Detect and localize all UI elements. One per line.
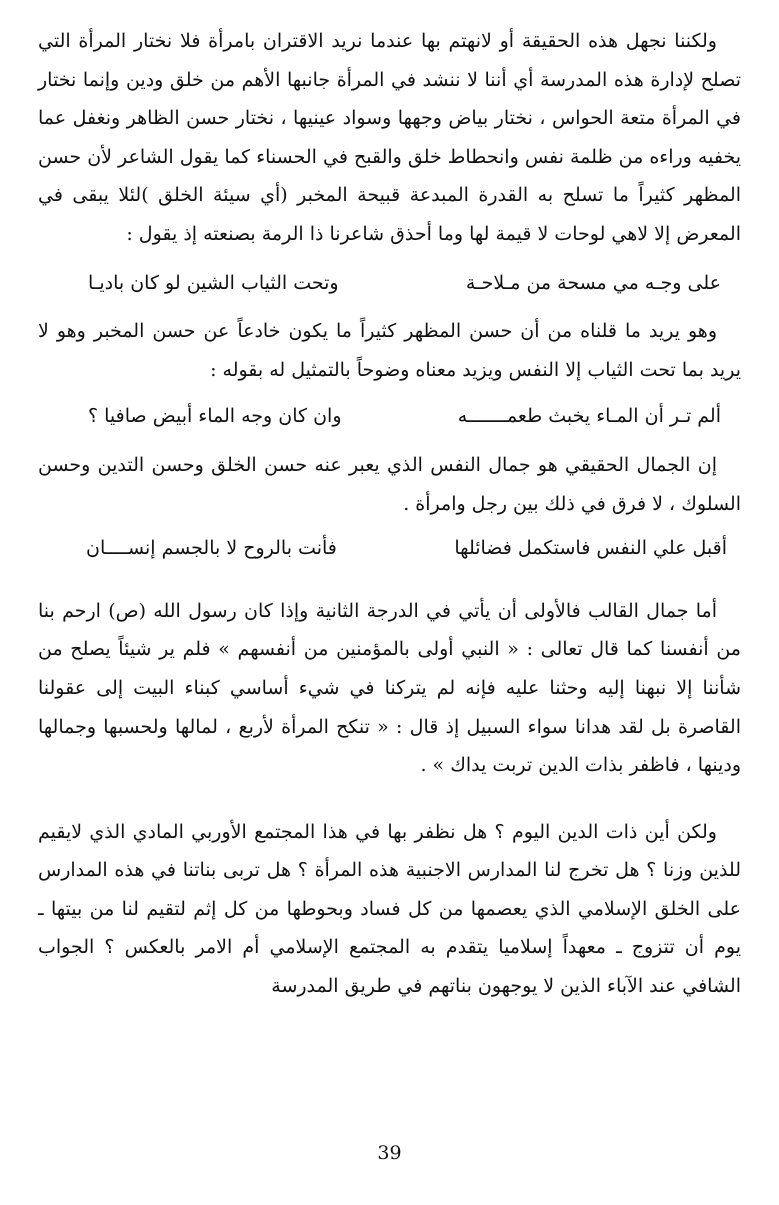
book-page (38, 22, 741, 1205)
verse-2 (38, 397, 741, 436)
paragraph-3: إن الجمال الحقيقي هو جمال النفس الذي يعبر عنه حسن الخلق وحسن التدين وحسن السلوك ، لا فرق في ذلك بين رجل وامرأة . (38, 453, 741, 515)
verse-3 (38, 529, 741, 568)
page-number: 39 (377, 1142, 402, 1164)
paragraph-1: ولكننا نجهل هذه الحقيقة أو لانهتم بها عندما نريد الاقتران بامرأة فلا نختار المرأة التي تصلح لإدارة هذه المدرسة أي أننا لا ننشد في المرأة جانبها الأهم من خلق ودين وإنما نختار في المرأة متعة الحواس ، نختار بياض وجهها وسواد عينيها ، نختار حسن الظاهر ونغفل عما يخفيه وراءه من ظلمة نفس وانحطاط خلق والقبح في الحسناء كما يقول الشاعر لأن حسن المظهر كثيراً ما تسلح به القدرة المبدعة قبيحة المخبر (أي سيئة الخلق )لئلا يبقى في المعرض إلا لاهي لوحات لا قيمة لها وما أحذق شاعرنا ذا الرمة بصنعته إذ يقول : (38, 30, 741, 245)
verse-3-first-hemistich: أقبل علي النفس فاستكمل فضائلها (454, 537, 727, 560)
verse-1-first-hemistich: على وجـه مي مسحة من مـلاحـة (465, 271, 721, 294)
paragraph-2: وهو يريد ما قلناه من أن حسن المظهر كثيراً ما يكون خادعاً عن حسن المخبر وهو لا يريد بما تحت الثياب إلا النفس ويزيد معناه وضوحاً بالتمثيل له بقوله : (38, 320, 741, 381)
verse-2-first-hemistich: ألم تـر أن المـاء يخبث طعمـــــــه (457, 405, 721, 428)
verse-1-second-hemistich: وتحت الثياب الشين لو كان باديـا (88, 271, 339, 294)
verse-3-second-hemistich: فأنت بالروح لا بالجسم إنســــان (86, 537, 337, 560)
verse-2-second-hemistich: وان كان وجه الماء أبيض صافيا ؟ (88, 405, 342, 428)
paragraph-4: أما جمال القالب فالأولى أن يأتي في الدرجة الثانية وإذا كان رسول الله (ص) ارحم بنا من أنفسنا كما قال تعالى : « النبي أولى بالمؤمنين من أنفسهم » فلم ير شيئاً يصلح من شأننا إلا نبهنا إليه وحثنا عليه فإنه لم يتركنا في شيء أساسي كبناء البيت إلى عقولنا القاصرة بل لقد هدانا سواء السبيل إذ قال : « تنكح المرأة لأربع ، لمالها ولحسبها وجمالها ودينها ، فاظفر بذات الدين تربت يداك » . (38, 599, 741, 777)
verse-1 (38, 264, 741, 303)
paragraph-5: ولكن أين ذات الدين اليوم ؟ هل نظفر بها في هذا المجتمع الأوربي المادي الذي لايقيم للذين وزنا ؟ هل تخرج لنا المدارس الاجنبية هذه المرأة ؟ هل تربى بناتنا في هذه المدارس على الخلق الإسلامي الذي يعصمها من كل فساد وبحوطها من كل إثم لتقيم لنا من بيتها ـ يوم أن تتزوج ـ معهداً إسلاميا يتقدم به المجتمع الإسلامي أم الامر بالعكس ؟ الجواب الشافي عند الآباء الذين لا يوجهون بناتهم في طريق المدرسة (38, 820, 741, 998)
